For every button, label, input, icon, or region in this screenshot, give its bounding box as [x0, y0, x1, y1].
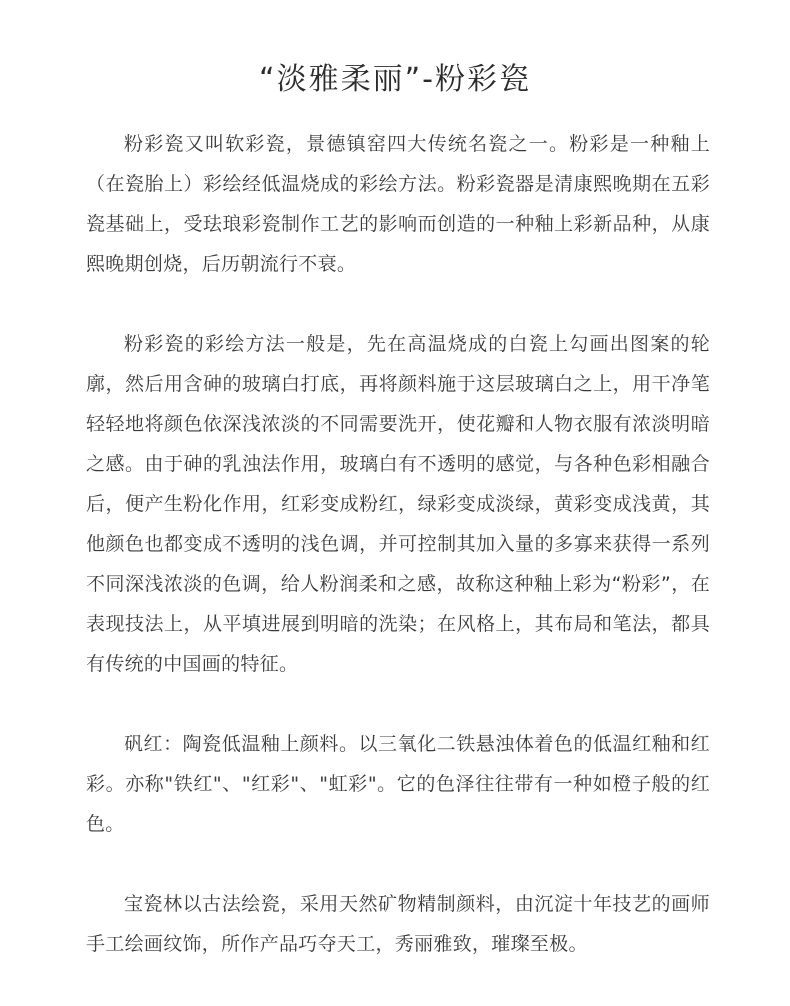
paragraph-brand: 宝瓷林以古法绘瓷，采用天然矿物精制颜料，由沉淀十年技艺的画师手工绘画纹饰，所作产品巧夺天工，秀丽雅致，璀璨至极。: [86, 893, 710, 955]
paragraph-technique: 粉彩瓷的彩绘方法一般是，先在高温烧成的白瓷上勾画出图案的轮廓，然后用含砷的玻璃白打底，再将颜料施于这层玻璃白之上，用干净笔轻轻地将颜色依深浅浓淡的不同需要洗开，使花瓣和人物衣服有浓淡明暗之感。由于砷的乳浊法作用，玻璃白有不透明的感觉，与各种色彩相融合后，便产生粉化作用，红彩变成粉红，绿彩变成淡绿，黄彩变成浅黄，其他颜色也都变成不透明的浅色调，并可控制其加入量的多寡来获得一系列不同深浅浓淡的色调，给人粉润柔和之感，故称这种釉上彩为“粉彩”，在表现技法上，从平填进展到明暗的洗染；在风格上，其布局和笔法，都具有传统的中国画的特征。: [86, 333, 710, 675]
paragraph-iron-red: 矾红：陶瓷低温釉上颜料。以三氧化二铁悬浊体着色的低温红釉和红彩。亦称"铁红"、"红彩"、"虹彩"。它的色泽往往带有一种如橙子般的红色。: [86, 733, 710, 835]
paragraph-intro: 粉彩瓷又叫软彩瓷，景德镇窑四大传统名瓷之一。粉彩是一种釉上（在瓷胎上）彩绘经低温烧成的彩绘方法。粉彩瓷器是清康熙晚期在五彩瓷基础上，受珐琅彩瓷制作工艺的影响而创造的一种釉上彩新品种，从康熙晚期创烧，后历朝流行不衰。: [86, 133, 710, 275]
article-title: “淡雅柔丽”-粉彩瓷: [259, 62, 531, 97]
